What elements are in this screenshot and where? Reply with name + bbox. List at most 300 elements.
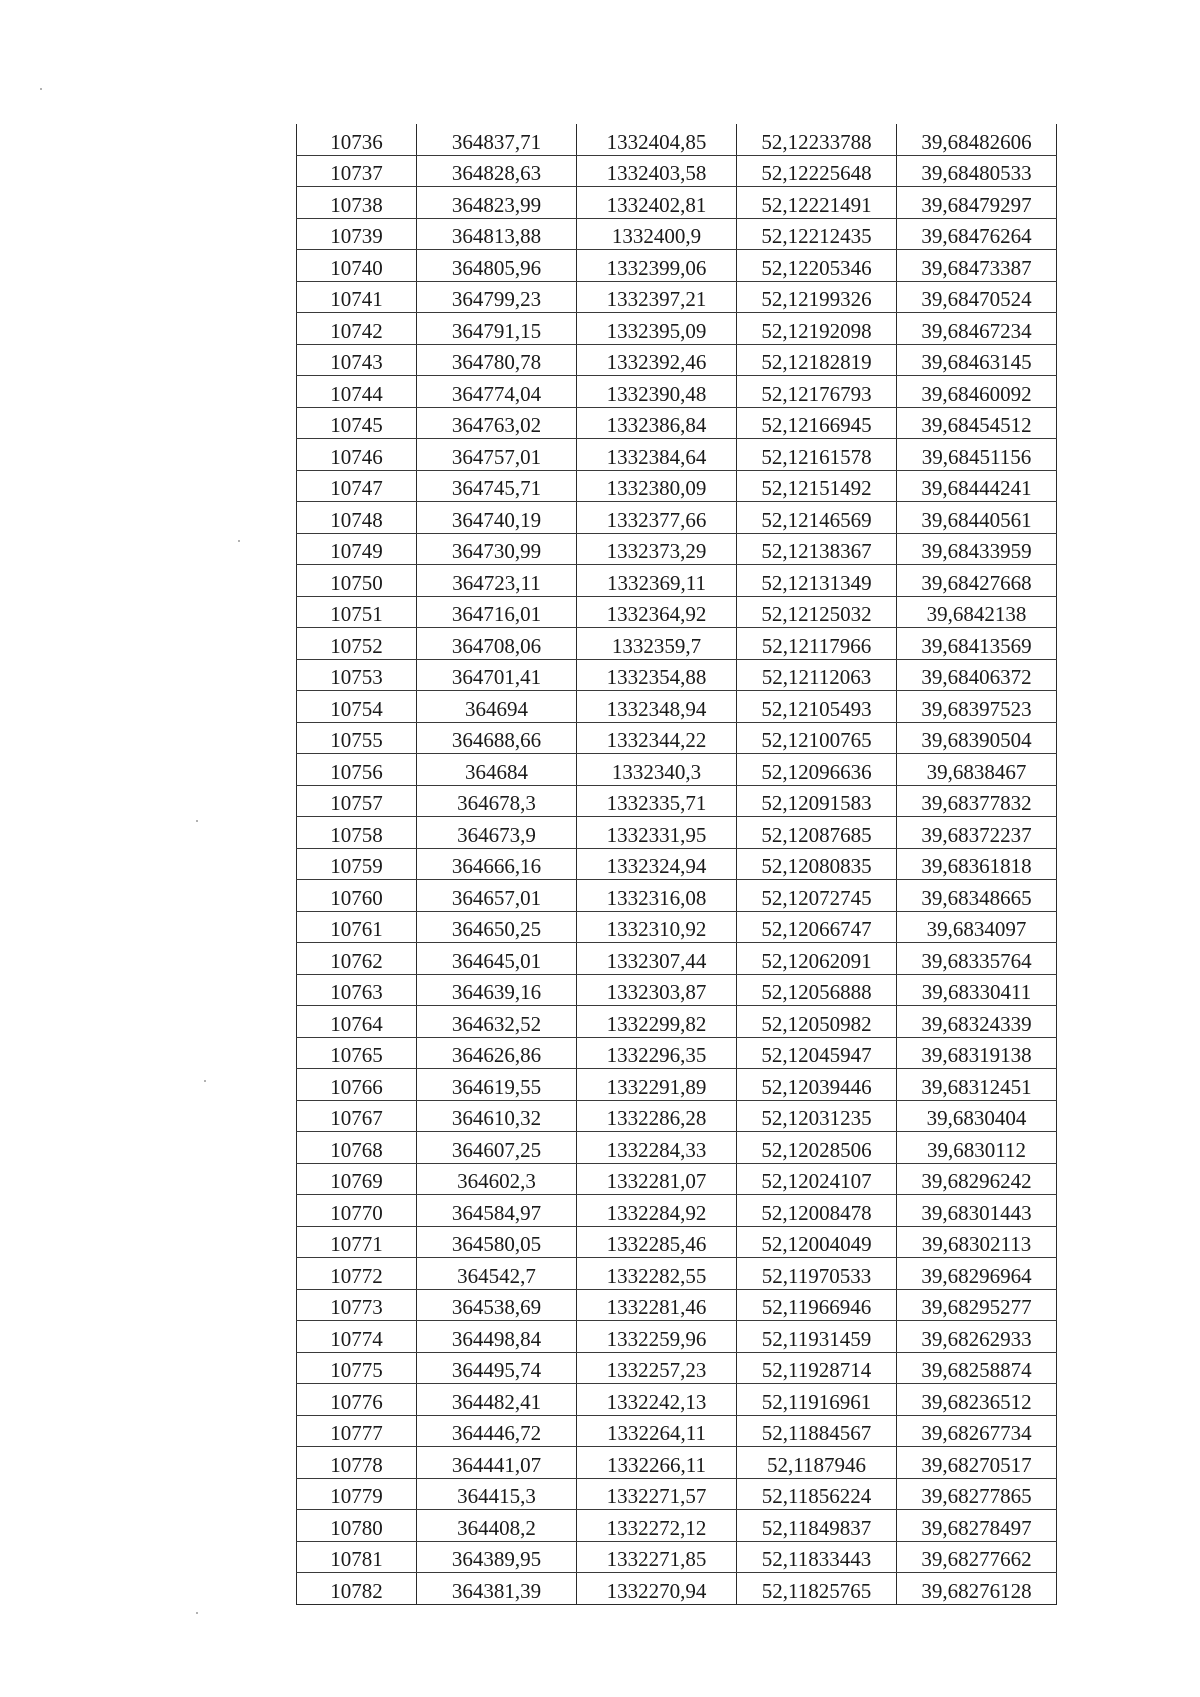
x-coordinate-cell [417, 1195, 577, 1227]
latitude-cell [737, 533, 897, 565]
longitude-value: 39,68473387 [921, 255, 1032, 280]
table-row [297, 281, 1057, 313]
x-coordinate-cell [417, 344, 577, 376]
point-number-cell [297, 1447, 417, 1479]
table-row [297, 1510, 1057, 1542]
x-coordinate-value: 364495,74 [451, 1358, 542, 1382]
table-row [297, 533, 1057, 565]
y-coordinate-value: 1332359,7 [611, 633, 702, 658]
x-coordinate-value: 364607,25 [451, 1137, 542, 1162]
table-row [297, 344, 1057, 376]
latitude-value: 52,12199326 [761, 287, 872, 311]
longitude-value: 39,68427668 [921, 570, 1032, 595]
latitude-cell [737, 1289, 897, 1321]
longitude-value: 39,68278497 [921, 1515, 1032, 1540]
longitude-value: 39,68476264 [921, 224, 1032, 248]
point-number-value: 10760 [330, 885, 383, 910]
longitude-value: 39,68302113 [921, 1232, 1032, 1256]
point-number-value: 10737 [330, 161, 383, 185]
latitude-value: 52,12024107 [761, 1169, 872, 1193]
latitude-value: 52,12166945 [761, 413, 872, 437]
point-number-value: 10775 [330, 1358, 383, 1382]
y-coordinate-cell [577, 281, 737, 313]
y-coordinate-value: 1332384,64 [606, 444, 707, 469]
longitude-value: 39,6838467 [926, 759, 1027, 784]
x-coordinate-value: 364791,15 [451, 318, 542, 343]
latitude-value: 52,12151492 [761, 476, 872, 500]
latitude-value: 52,12192098 [761, 318, 872, 343]
x-coordinate-value: 364389,95 [451, 1547, 542, 1571]
x-coordinate-cell [417, 1573, 577, 1605]
latitude-cell [737, 344, 897, 376]
table-row [297, 124, 1057, 155]
coordinates-table [296, 124, 1057, 1605]
table-row [297, 439, 1057, 471]
table-row [297, 754, 1057, 786]
latitude-value: 52,12105493 [761, 696, 872, 721]
x-coordinate-cell [417, 1321, 577, 1353]
x-coordinate-value: 364763,02 [451, 413, 542, 437]
x-coordinate-value: 364701,41 [451, 665, 542, 689]
longitude-value: 39,68361818 [921, 854, 1032, 878]
x-coordinate-cell [417, 722, 577, 754]
x-coordinate-cell [417, 596, 577, 628]
point-number-cell [297, 155, 417, 187]
latitude-cell [737, 817, 897, 849]
point-number-cell [297, 943, 417, 975]
longitude-cell [897, 659, 1057, 691]
longitude-cell [897, 281, 1057, 313]
x-coordinate-cell [417, 1163, 577, 1195]
latitude-cell [737, 596, 897, 628]
point-number-value: 10756 [330, 759, 383, 784]
x-coordinate-cell [417, 565, 577, 597]
point-number-value: 10751 [330, 602, 383, 626]
point-number-cell [297, 439, 417, 471]
longitude-value: 39,68348665 [921, 885, 1032, 910]
longitude-value: 39,68460092 [921, 381, 1032, 406]
point-number-value: 10767 [330, 1106, 383, 1130]
latitude-value: 52,12221491 [761, 192, 872, 217]
x-coordinate-cell [417, 250, 577, 282]
table-row [297, 1321, 1057, 1353]
table-row [297, 1100, 1057, 1132]
x-coordinate-value: 364666,16 [451, 854, 542, 878]
longitude-value: 39,68406372 [921, 665, 1032, 689]
x-coordinate-value: 364837,71 [451, 129, 542, 154]
table-row [297, 911, 1057, 943]
y-coordinate-cell [577, 1132, 737, 1164]
y-coordinate-cell [577, 1006, 737, 1038]
y-coordinate-value: 1332354,88 [606, 665, 707, 689]
y-coordinate-cell [577, 911, 737, 943]
y-coordinate-value: 1332291,89 [606, 1074, 707, 1099]
latitude-value: 52,12182819 [761, 350, 872, 374]
longitude-value: 39,68372237 [921, 822, 1032, 847]
x-coordinate-value: 364650,25 [451, 917, 542, 941]
longitude-value: 39,68277865 [921, 1484, 1032, 1508]
y-coordinate-cell [577, 596, 737, 628]
latitude-cell [737, 1226, 897, 1258]
latitude-cell [737, 880, 897, 912]
latitude-cell [737, 722, 897, 754]
latitude-value: 52,12062091 [761, 948, 872, 973]
latitude-cell [737, 659, 897, 691]
point-number-value: 10765 [330, 1043, 383, 1067]
y-coordinate-value: 1332316,08 [606, 885, 707, 910]
point-number-cell [297, 722, 417, 754]
y-coordinate-cell [577, 1100, 737, 1132]
longitude-value: 39,6830112 [927, 1137, 1026, 1162]
longitude-cell [897, 376, 1057, 408]
point-number-value: 10773 [330, 1295, 383, 1319]
point-number-cell [297, 1478, 417, 1510]
table-row [297, 1352, 1057, 1384]
point-number-value: 10762 [330, 948, 383, 973]
longitude-value: 39,68397523 [921, 696, 1032, 721]
longitude-value: 39,68463145 [921, 350, 1032, 374]
y-coordinate-value: 1332285,46 [606, 1232, 707, 1256]
longitude-value: 39,68335764 [921, 948, 1032, 973]
x-coordinate-cell [417, 1415, 577, 1447]
y-coordinate-cell [577, 1510, 737, 1542]
y-coordinate-cell [577, 376, 737, 408]
y-coordinate-cell [577, 124, 737, 155]
x-coordinate-cell [417, 218, 577, 250]
latitude-value: 52,12050982 [761, 1011, 872, 1036]
point-number-value: 10755 [330, 728, 383, 752]
latitude-value: 52,11825765 [761, 1578, 872, 1603]
y-coordinate-value: 1332402,81 [606, 192, 707, 217]
latitude-value: 52,11856224 [761, 1484, 872, 1508]
longitude-cell [897, 1100, 1057, 1132]
latitude-cell [737, 565, 897, 597]
x-coordinate-cell [417, 1226, 577, 1258]
latitude-cell [737, 124, 897, 155]
point-number-cell [297, 1100, 417, 1132]
y-coordinate-value: 1332390,48 [606, 381, 707, 406]
point-number-cell [297, 1069, 417, 1101]
point-number-value: 10759 [330, 854, 383, 878]
y-coordinate-value: 1332377,66 [606, 507, 707, 532]
latitude-cell [737, 754, 897, 786]
x-coordinate-value: 364584,97 [451, 1200, 542, 1225]
longitude-value: 39,68296242 [921, 1169, 1032, 1193]
x-coordinate-value: 364673,9 [457, 822, 536, 847]
x-coordinate-cell [417, 691, 577, 723]
longitude-value: 39,68236512 [921, 1389, 1032, 1414]
y-coordinate-value: 1332340,3 [611, 759, 702, 784]
x-coordinate-value: 364745,71 [451, 476, 542, 500]
scan-speck [238, 540, 240, 542]
table-row [297, 250, 1057, 282]
x-coordinate-value: 364632,52 [451, 1011, 542, 1036]
table-row [297, 376, 1057, 408]
x-coordinate-cell [417, 628, 577, 660]
table-row [297, 1006, 1057, 1038]
latitude-value: 52,12125032 [761, 602, 872, 626]
longitude-cell [897, 1132, 1057, 1164]
longitude-cell [897, 754, 1057, 786]
point-number-cell [297, 565, 417, 597]
table-row [297, 502, 1057, 534]
point-number-cell [297, 974, 417, 1006]
coordinates-table-body [297, 124, 1057, 1604]
y-coordinate-cell [577, 628, 737, 660]
longitude-cell [897, 880, 1057, 912]
latitude-value: 52,12146569 [761, 507, 872, 532]
longitude-cell [897, 533, 1057, 565]
point-number-value: 10743 [330, 350, 383, 374]
latitude-cell [737, 1100, 897, 1132]
y-coordinate-value: 1332404,85 [606, 129, 707, 154]
y-coordinate-value: 1332397,21 [606, 287, 707, 311]
latitude-cell [737, 1037, 897, 1069]
longitude-value: 39,68319138 [921, 1043, 1032, 1067]
table-row [297, 407, 1057, 439]
point-number-cell [297, 344, 417, 376]
point-number-cell [297, 911, 417, 943]
longitude-cell [897, 470, 1057, 502]
y-coordinate-cell [577, 754, 737, 786]
x-coordinate-value: 364415,3 [457, 1484, 536, 1508]
latitude-cell [737, 407, 897, 439]
x-coordinate-cell [417, 911, 577, 943]
y-coordinate-value: 1332284,92 [606, 1200, 707, 1225]
point-number-value: 10779 [330, 1484, 383, 1508]
y-coordinate-cell [577, 1384, 737, 1416]
point-number-value: 10740 [330, 255, 383, 280]
point-number-value: 10763 [330, 980, 383, 1004]
longitude-cell [897, 1006, 1057, 1038]
x-coordinate-value: 364441,07 [451, 1452, 542, 1477]
y-coordinate-cell [577, 313, 737, 345]
table-row [297, 1258, 1057, 1290]
latitude-cell [737, 502, 897, 534]
y-coordinate-value: 1332400,9 [611, 224, 702, 248]
latitude-cell [737, 785, 897, 817]
longitude-value: 39,68470524 [921, 287, 1032, 311]
y-coordinate-value: 1332364,92 [606, 602, 707, 626]
point-number-cell [297, 407, 417, 439]
longitude-cell [897, 1195, 1057, 1227]
y-coordinate-value: 1332299,82 [606, 1011, 707, 1036]
x-coordinate-cell [417, 124, 577, 155]
point-number-value: 10747 [330, 476, 383, 500]
x-coordinate-cell [417, 1289, 577, 1321]
y-coordinate-cell [577, 943, 737, 975]
longitude-value: 39,6830404 [926, 1106, 1027, 1130]
point-number-value: 10748 [330, 507, 383, 532]
latitude-cell [737, 911, 897, 943]
table-row [297, 1132, 1057, 1164]
longitude-cell [897, 1352, 1057, 1384]
point-number-value: 10750 [330, 570, 383, 595]
latitude-value: 52,12066747 [761, 917, 872, 941]
y-coordinate-value: 1332257,23 [606, 1358, 707, 1382]
longitude-cell [897, 344, 1057, 376]
latitude-value: 52,12045947 [761, 1043, 872, 1067]
longitude-value: 39,68467234 [921, 318, 1032, 343]
point-number-cell [297, 817, 417, 849]
x-coordinate-cell [417, 1258, 577, 1290]
x-coordinate-value: 364538,69 [451, 1295, 542, 1319]
x-coordinate-cell [417, 1447, 577, 1479]
x-coordinate-value: 364708,06 [451, 633, 542, 658]
latitude-cell [737, 1447, 897, 1479]
y-coordinate-cell [577, 1447, 737, 1479]
latitude-cell [737, 313, 897, 345]
y-coordinate-cell [577, 533, 737, 565]
y-coordinate-value: 1332399,06 [606, 255, 707, 280]
y-coordinate-value: 1332284,33 [606, 1137, 707, 1162]
point-number-value: 10766 [330, 1074, 383, 1099]
y-coordinate-cell [577, 1415, 737, 1447]
longitude-cell [897, 187, 1057, 219]
latitude-value: 52,1187946 [767, 1452, 866, 1477]
longitude-value: 39,68482606 [921, 129, 1032, 154]
longitude-cell [897, 722, 1057, 754]
longitude-cell [897, 407, 1057, 439]
y-coordinate-value: 1332242,13 [606, 1389, 707, 1414]
point-number-value: 10776 [330, 1389, 383, 1414]
latitude-value: 52,12112063 [761, 665, 872, 689]
x-coordinate-value: 364813,88 [451, 224, 542, 248]
y-coordinate-cell [577, 218, 737, 250]
table-row [297, 628, 1057, 660]
point-number-value: 10738 [330, 192, 383, 217]
longitude-value: 39,68276128 [921, 1578, 1032, 1603]
point-number-cell [297, 596, 417, 628]
latitude-cell [737, 1163, 897, 1195]
x-coordinate-cell [417, 313, 577, 345]
x-coordinate-cell [417, 1541, 577, 1573]
y-coordinate-value: 1332286,28 [606, 1106, 707, 1130]
y-coordinate-value: 1332296,35 [606, 1043, 707, 1067]
y-coordinate-value: 1332348,94 [606, 696, 707, 721]
y-coordinate-cell [577, 407, 737, 439]
table-row [297, 1541, 1057, 1573]
table-row [297, 218, 1057, 250]
longitude-value: 39,68330411 [921, 980, 1032, 1004]
longitude-cell [897, 250, 1057, 282]
latitude-value: 52,12028506 [761, 1137, 872, 1162]
latitude-cell [737, 1573, 897, 1605]
table-row [297, 565, 1057, 597]
table-row [297, 1069, 1057, 1101]
y-coordinate-cell [577, 1069, 737, 1101]
longitude-value: 39,68295277 [921, 1295, 1032, 1319]
latitude-value: 52,12176793 [761, 381, 872, 406]
longitude-cell [897, 817, 1057, 849]
x-coordinate-value: 364657,01 [451, 885, 542, 910]
latitude-value: 52,12233788 [761, 129, 872, 154]
longitude-cell [897, 1226, 1057, 1258]
table-row [297, 785, 1057, 817]
table-row [297, 1163, 1057, 1195]
y-coordinate-cell [577, 785, 737, 817]
point-number-value: 10745 [330, 413, 383, 437]
latitude-cell [737, 1258, 897, 1290]
y-coordinate-value: 1332373,29 [606, 539, 707, 563]
x-coordinate-cell [417, 376, 577, 408]
table-row [297, 1478, 1057, 1510]
point-number-value: 10781 [330, 1547, 383, 1571]
y-coordinate-cell [577, 1163, 737, 1195]
longitude-value: 39,68480533 [921, 161, 1032, 185]
latitude-cell [737, 1352, 897, 1384]
y-coordinate-cell [577, 502, 737, 534]
point-number-cell [297, 1384, 417, 1416]
x-coordinate-cell [417, 533, 577, 565]
latitude-value: 52,11928714 [761, 1358, 872, 1382]
table-row [297, 1037, 1057, 1069]
longitude-cell [897, 1037, 1057, 1069]
longitude-value: 39,68451156 [921, 444, 1032, 469]
y-coordinate-value: 1332271,57 [606, 1484, 707, 1508]
x-coordinate-value: 364498,84 [451, 1326, 542, 1351]
longitude-cell [897, 1258, 1057, 1290]
y-coordinate-value: 1332344,22 [606, 728, 707, 752]
x-coordinate-cell [417, 880, 577, 912]
table-row [297, 1447, 1057, 1479]
longitude-cell [897, 218, 1057, 250]
longitude-value: 39,6842138 [926, 602, 1027, 626]
point-number-cell [297, 1226, 417, 1258]
longitude-value: 39,68296964 [921, 1263, 1032, 1288]
x-coordinate-cell [417, 754, 577, 786]
longitude-cell [897, 124, 1057, 155]
table-row [297, 155, 1057, 187]
latitude-value: 52,11833443 [761, 1547, 872, 1571]
y-coordinate-value: 1332264,11 [607, 1421, 706, 1445]
longitude-cell [897, 1541, 1057, 1573]
latitude-value: 52,12096636 [761, 759, 872, 784]
point-number-cell [297, 187, 417, 219]
y-coordinate-value: 1332270,94 [606, 1578, 707, 1603]
x-coordinate-value: 364828,63 [451, 161, 542, 185]
x-coordinate-value: 364482,41 [451, 1389, 542, 1414]
y-coordinate-value: 1332310,92 [606, 917, 707, 941]
x-coordinate-cell [417, 1510, 577, 1542]
y-coordinate-cell [577, 155, 737, 187]
y-coordinate-cell [577, 659, 737, 691]
point-number-cell [297, 754, 417, 786]
table-row [297, 596, 1057, 628]
x-coordinate-value: 364823,99 [451, 192, 542, 217]
x-coordinate-cell [417, 848, 577, 880]
x-coordinate-cell [417, 1037, 577, 1069]
point-number-value: 10746 [330, 444, 383, 469]
point-number-value: 10754 [330, 696, 383, 721]
latitude-value: 52,11849837 [761, 1515, 872, 1540]
table-row [297, 1195, 1057, 1227]
x-coordinate-cell [417, 943, 577, 975]
point-number-cell [297, 785, 417, 817]
y-coordinate-cell [577, 187, 737, 219]
table-row [297, 722, 1057, 754]
y-coordinate-cell [577, 880, 737, 912]
y-coordinate-value: 1332395,09 [606, 318, 707, 343]
y-coordinate-value: 1332403,58 [606, 161, 707, 185]
longitude-value: 39,68413569 [921, 633, 1032, 658]
longitude-value: 39,68312451 [921, 1074, 1032, 1099]
point-number-cell [297, 1352, 417, 1384]
point-number-cell [297, 376, 417, 408]
latitude-value: 52,11970533 [761, 1263, 872, 1288]
table-row [297, 691, 1057, 723]
point-number-cell [297, 1006, 417, 1038]
